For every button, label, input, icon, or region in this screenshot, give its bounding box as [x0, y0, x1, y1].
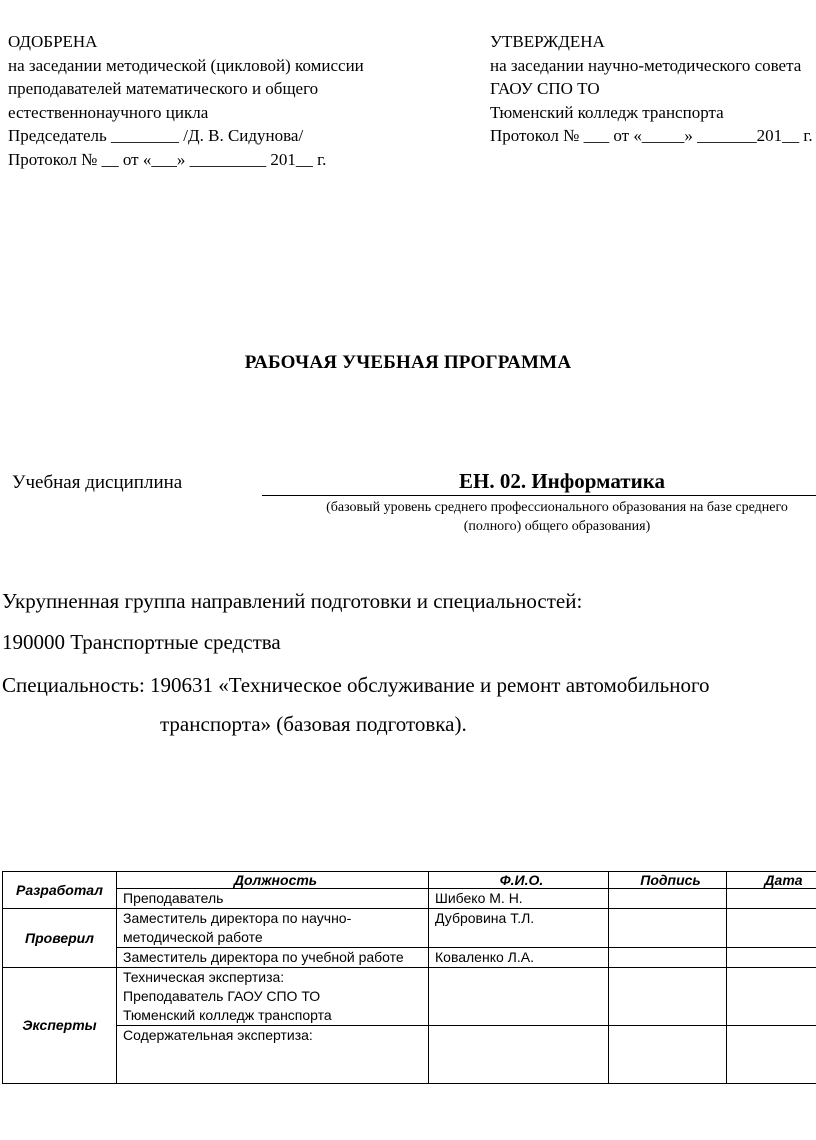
- specialty-line-continued: транспорта» (базовая подготовка).: [160, 712, 467, 736]
- approval-block-right: [490, 30, 816, 148]
- specialty-group: Укрупненная группа направлений подготовки и специальностей:: [2, 589, 583, 613]
- discipline-note: [262, 498, 816, 536]
- approval-line: естественнонаучного цикла: [8, 102, 209, 122]
- table-row: [3, 948, 816, 968]
- cell-signature: [609, 1026, 727, 1084]
- cell-date: [727, 968, 816, 1026]
- role-developed: Разработал: [3, 872, 117, 909]
- table-row: [3, 968, 816, 1026]
- specialty-line: Специальность: 190631 «Техническое обслуживание и ремонт автомобильного: [2, 673, 710, 697]
- header-name: Ф.И.О.: [429, 872, 609, 889]
- discipline-note-line: (полного) общего образования): [463, 519, 651, 534]
- cell-position: Заместитель директора по учебной работе: [117, 948, 429, 968]
- header-position: Должность: [117, 872, 429, 889]
- approval-protocol: Протокол № __ от «___» _________ 201__ г.: [8, 149, 327, 169]
- header-date: Дата: [727, 872, 816, 889]
- approval-line: Тюменский колледж транспорта: [490, 102, 724, 122]
- header-signature: Подпись: [609, 872, 727, 889]
- approval-line: на заседании методической (цикловой) комиссии: [8, 55, 364, 75]
- table-header-row: [3, 872, 816, 889]
- cell-date: [727, 948, 816, 968]
- cell-name: Коваленко Л.А.: [429, 948, 609, 968]
- expert-line: Техническая экспертиза:: [123, 969, 285, 985]
- cell-date: [727, 889, 816, 909]
- table-row: [3, 1026, 816, 1084]
- approval-line: на заседании научно-методического совета: [490, 55, 802, 75]
- approval-heading: ОДОБРЕНА: [8, 32, 98, 51]
- approval-block-left: [8, 30, 478, 171]
- expert-line: Преподаватель ГАОУ СПО ТО: [123, 988, 321, 1004]
- cell-position: Содержательная экспертиза:: [117, 1026, 429, 1084]
- cell-signature: [609, 909, 727, 948]
- document-title: РАБОЧАЯ УЧЕБНАЯ ПРОГРАММА: [244, 352, 572, 373]
- table-row: [3, 889, 816, 909]
- approval-line: преподавателей математического и общего: [8, 79, 319, 98]
- cell-name: Шибеко М. Н.: [429, 889, 609, 909]
- cell-position: [117, 968, 429, 1026]
- cell-position: Преподаватель: [117, 889, 429, 909]
- expert-line: Тюменский колледж транспорта: [123, 1007, 332, 1023]
- table-row: [3, 909, 816, 948]
- approval-heading: УТВЕРЖДЕНА: [490, 32, 605, 51]
- cell-name: [429, 1026, 609, 1084]
- role-experts: Эксперты: [3, 968, 117, 1084]
- approval-line: ГАОУ СПО ТО: [490, 79, 600, 98]
- cell-name: [429, 968, 609, 1026]
- cell-date: [727, 909, 816, 948]
- discipline-note-line: (базовый уровень среднего профессионального образования на базе среднего: [326, 500, 788, 515]
- discipline-underline: [262, 495, 816, 496]
- cell-date: [727, 1026, 816, 1084]
- approval-chair: Председатель ________ /Д. В. Сидунова/: [8, 126, 304, 145]
- signature-table: [2, 871, 816, 1084]
- discipline-label: Учебная дисциплина: [12, 472, 183, 493]
- role-checked: Проверил: [3, 909, 117, 968]
- cell-name: Дубровина Т.Л.: [429, 909, 609, 948]
- cell-position: Заместитель директора по научно-методической работе: [117, 909, 429, 948]
- discipline-name: ЕН. 02. Информатика: [459, 469, 665, 493]
- cell-signature: [609, 968, 727, 1026]
- approval-protocol: Протокол № ___ от «_____» _______201__ г.: [490, 126, 813, 145]
- specialty-direction: 190000 Транспортные средства: [2, 630, 281, 654]
- cell-signature: [609, 948, 727, 968]
- cell-signature: [609, 889, 727, 909]
